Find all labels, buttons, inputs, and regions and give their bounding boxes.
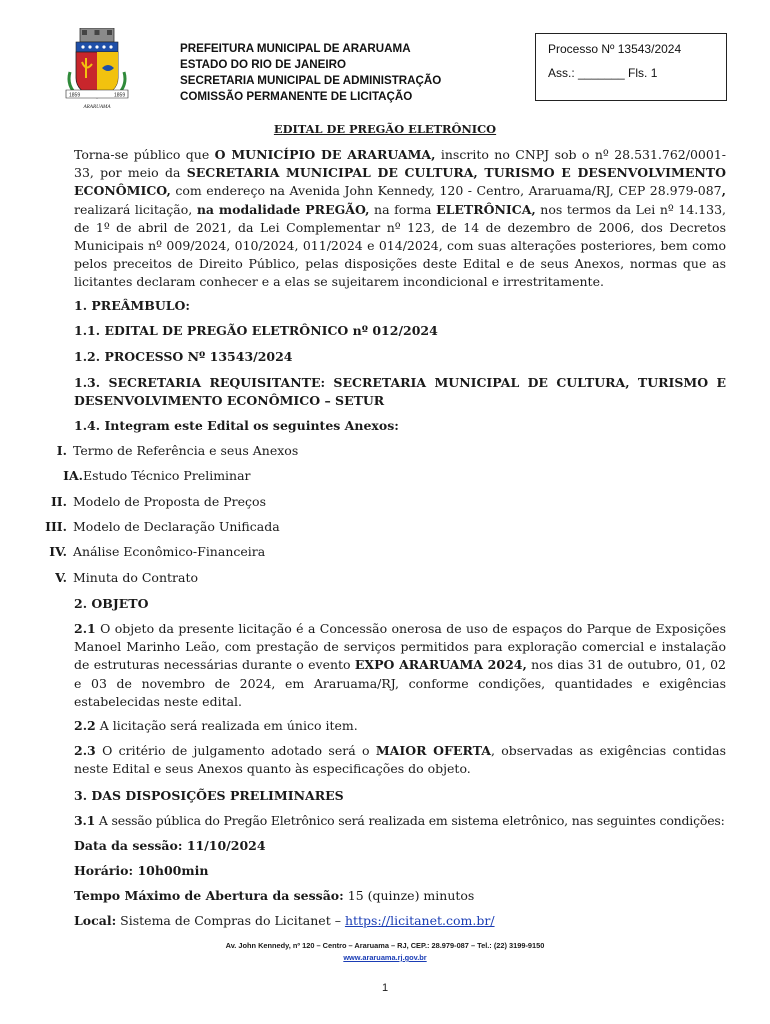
annex-item bbox=[40, 543, 265, 561]
section-1-1: 1.1. EDITAL DE PREGÃO ELETRÔNICO nº 012/2024 bbox=[74, 323, 438, 338]
annex-item bbox=[40, 442, 298, 460]
page-footer bbox=[0, 940, 770, 964]
local-value: Sistema de Compras do Licitanet – bbox=[116, 913, 345, 928]
section-2-3 bbox=[74, 742, 726, 778]
header-line-2: ESTADO DO RIO DE JANEIRO bbox=[180, 58, 346, 71]
intro-bold-modality: na modalidade PREGÃO, bbox=[196, 201, 370, 217]
annex-number: III. bbox=[45, 519, 67, 534]
crest-banner-text: ARARUAMA bbox=[83, 104, 111, 110]
coat-of-arms-icon bbox=[64, 28, 130, 112]
clause-text: O critério de julgamento adotado será o bbox=[95, 743, 376, 758]
intro-text-3: com endereço na Avenida John Kennedy, 120 - Centro, Araruama/RJ, CEP 28.979-087 bbox=[170, 183, 722, 199]
annex-number: V. bbox=[55, 570, 67, 585]
section-1-2: 1.2. PROCESSO Nº 13543/2024 bbox=[74, 349, 293, 364]
section-1-heading: 1. PREÂMBULO: bbox=[74, 298, 191, 313]
clause-bold-event: EXPO ARARUAMA 2024, bbox=[354, 657, 527, 673]
annex-number: IV. bbox=[49, 544, 67, 559]
section-1-3-line-2: DESENVOLVIMENTO ECONÔMICO – SETUR bbox=[74, 393, 385, 408]
annex-number: I. bbox=[56, 443, 67, 458]
session-date: Data da sessão: 11/10/2024 bbox=[74, 838, 266, 853]
annex-item bbox=[56, 467, 251, 485]
intro-bold-municipality: O MUNICÍPIO DE ARARUAMA, bbox=[214, 147, 436, 162]
intro-text-6: nos termos da Lei nº 14.133, de 1º de abril de 2021, da Lei Complementar nº 123, de 14 de dezembro de 2006, dos Decretos Municipais nº 009/2024, 010/2024, 011/2024 e 014/2024, com suas alterações posteriores, bem como pelos preceitos de Direito Público, pelas disposições deste Edital e de seus Anexos, normas que as licitantes declaram conhecer e a elas se sujeitarem incondicional e irrestritamente. bbox=[74, 201, 727, 290]
section-2-2 bbox=[74, 717, 726, 735]
footer-address: Av. John Kennedy, nº 120 – Centro – Araruama – RJ, CEP.: 28.979-087 – Tel.: (22) 3199-9150 bbox=[225, 941, 545, 950]
intro-text-1: Torna-se público que bbox=[74, 147, 215, 162]
section-3-1 bbox=[74, 812, 726, 830]
session-local bbox=[74, 912, 726, 930]
max-opening-time bbox=[74, 887, 726, 905]
annex-item bbox=[40, 518, 280, 536]
annex-number: II. bbox=[50, 494, 67, 509]
process-stamp-box bbox=[535, 33, 727, 101]
header-institution bbox=[180, 41, 441, 105]
clause-number: 2.1 bbox=[74, 621, 96, 636]
section-3-heading: 3. DAS DISPOSIÇÕES PRELIMINARES bbox=[74, 788, 344, 803]
intro-bold-comma: , bbox=[721, 183, 726, 199]
header-line-3: SECRETARIA MUNICIPAL DE ADMINISTRAÇÃO bbox=[180, 74, 442, 87]
crest-year-left: 1859 bbox=[69, 92, 81, 99]
annex-label: Minuta do Contrato bbox=[73, 570, 198, 585]
max-time-value: 15 (quinze) minutos bbox=[343, 888, 475, 903]
clause-text: A licitação será realizada em único item. bbox=[95, 718, 358, 733]
clause-number: 2.2 bbox=[74, 718, 96, 733]
header-line-4: COMISSÃO PERMANENTE DE LICITAÇÃO bbox=[180, 90, 413, 103]
annex-label: Modelo de Proposta de Preços bbox=[73, 494, 266, 509]
annex-label: Termo de Referência e seus Anexos bbox=[73, 443, 299, 458]
annex-label: Análise Econômico-Financeira bbox=[73, 544, 266, 559]
session-time: Horário: 10h00min bbox=[74, 863, 209, 878]
annex-number: IA. bbox=[63, 468, 83, 483]
clause-number: 3.1 bbox=[74, 813, 96, 828]
intro-paragraph bbox=[74, 146, 726, 292]
clause-text: nos dias 31 de outubro, 01, 02 e 03 de novembro de 2024, em Araruama/RJ, conforme condições, quantidades e exigências estabelecidas neste edital. bbox=[74, 657, 726, 709]
clause-number: 2.3 bbox=[74, 743, 96, 758]
crest-year-right: 1859 bbox=[114, 92, 126, 99]
licitanet-link[interactable]: https://licitanet.com.br/ bbox=[344, 913, 495, 928]
header-line-1: PREFEITURA MUNICIPAL DE ARARUAMA bbox=[180, 42, 411, 55]
annex-label: Modelo de Declaração Unificada bbox=[73, 519, 280, 534]
max-time-label: Tempo Máximo de Abertura da sessão: bbox=[74, 888, 344, 903]
intro-bold-electronic: ELETRÔNICA, bbox=[436, 201, 536, 217]
section-1-4: 1.4. Integram este Edital os seguintes Anexos: bbox=[74, 418, 399, 433]
clause-text: O objeto da presente licitação é a Concessão onerosa de uso de espaços do Parque de Exposições Manoel Marinho Leão, com prestação de serviços permitidos para exploração comercial e instalação de estruturas necessárias durante o evento bbox=[74, 621, 726, 673]
document-title: EDITAL DE PREGÃO ELETRÔNICO bbox=[273, 122, 497, 136]
page-number: 1 bbox=[381, 982, 389, 994]
process-number: Processo Nº 13543/2024 bbox=[548, 42, 682, 56]
annex-item bbox=[40, 569, 198, 587]
intro-text-5: na forma bbox=[369, 201, 437, 217]
local-label: Local: bbox=[74, 913, 117, 928]
section-2-1 bbox=[74, 620, 726, 711]
annex-label: Estudo Técnico Preliminar bbox=[83, 468, 251, 483]
intro-text-2: inscrito no CNPJ sob o nº 28.531.762/0001-33, por meio da bbox=[74, 147, 727, 181]
section-1-3-line-1: 1.3. SECRETARIA REQUISITANTE: SECRETARIA MUNICIPAL DE CULTURA, TURISMO E bbox=[74, 375, 726, 390]
annex-item bbox=[40, 493, 266, 511]
clause-bold-criterion: MAIOR OFERTA bbox=[375, 743, 491, 758]
intro-bold-secretariat: SECRETARIA MUNICIPAL DE CULTURA, TURISMO E DESENVOLVIMENTO ECONÔMICO, bbox=[74, 165, 726, 199]
signature-line: Ass.: _______ Fls. 1 bbox=[548, 66, 658, 80]
footer-website-link[interactable]: www.araruama.rj.gov.br bbox=[343, 953, 427, 962]
clause-text: A sessão pública do Pregão Eletrônico será realizada em sistema eletrônico, nas seguintes condições: bbox=[95, 813, 725, 828]
intro-text-4: realizará licitação, bbox=[74, 201, 197, 217]
section-2-heading: 2. OBJETO bbox=[74, 596, 149, 611]
clause-text: , observadas as exigências contidas neste Edital e seus Anexos quanto às especificações do objeto. bbox=[74, 743, 726, 777]
